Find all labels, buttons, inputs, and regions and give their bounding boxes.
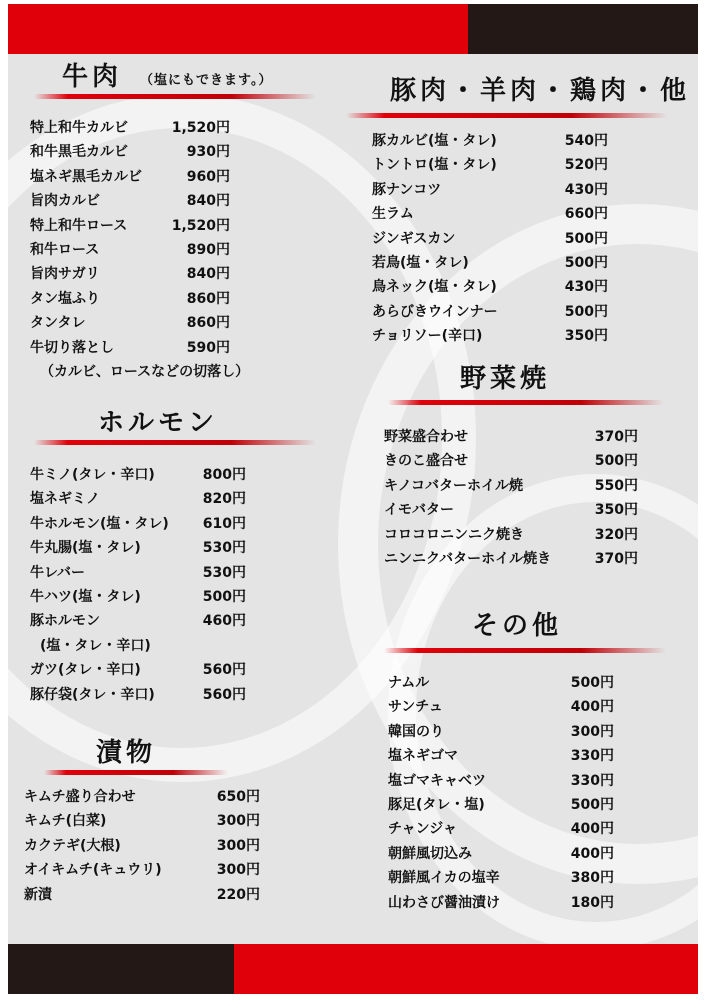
menu-item-price: 400円 xyxy=(570,821,614,838)
menu-item xyxy=(372,227,612,251)
menu-item-price: 300円 xyxy=(216,862,260,879)
menu-item-name: 野菜盛合わせ xyxy=(384,429,468,445)
menu-item xyxy=(30,116,270,140)
menu-item-name: （カルビ、ロースなどの切落し） xyxy=(40,363,250,380)
menu-item-price: 860円 xyxy=(186,315,230,332)
menu-item xyxy=(30,536,270,560)
beef-title: 牛肉 xyxy=(62,62,123,92)
menu-item xyxy=(30,189,270,213)
menu-item xyxy=(30,214,270,238)
menu-item-price: 460円 xyxy=(202,613,246,630)
menu-item xyxy=(388,744,628,768)
pickles-menu-list xyxy=(24,785,264,907)
menu-item-name: 豚足(タレ・塩) xyxy=(388,796,485,813)
others-section-title xyxy=(472,605,562,642)
menu-item-name: 和牛黒毛カルビ xyxy=(30,144,128,161)
menu-item-name: 鳥ネック(塩・タレ) xyxy=(372,279,497,296)
beef-note: （塩にもできます。） xyxy=(140,72,273,88)
menu-item xyxy=(372,202,612,226)
vegetables-title: 野菜焼 xyxy=(460,364,551,394)
menu-item-name: キムチ盛り合わせ xyxy=(24,789,136,805)
menu-item-price: 330円 xyxy=(570,748,614,765)
menu-item-name: 牛丸腸(塩・タレ) xyxy=(30,540,141,557)
menu-item-price: 400円 xyxy=(570,845,614,862)
menu-item-name: (塩・タレ・辛口) xyxy=(40,637,151,654)
menu-item xyxy=(24,809,264,833)
menu-item-price: 530円 xyxy=(202,564,246,581)
menu-item-name: サンチュ xyxy=(388,699,443,716)
others-menu-list xyxy=(388,671,628,915)
menu-item xyxy=(388,866,628,890)
menu-item-name: 朝鮮風イカの塩辛 xyxy=(388,870,500,887)
menu-item xyxy=(384,425,638,449)
menu-item xyxy=(372,251,612,275)
menu-item xyxy=(24,785,264,809)
menu-item xyxy=(30,634,270,658)
pickles-title: 漬物 xyxy=(96,738,157,768)
pork-section-title xyxy=(390,70,690,107)
menu-item-name: 牛切り落とし xyxy=(30,339,114,356)
menu-item-price: 500円 xyxy=(570,796,614,813)
menu-item xyxy=(388,695,628,719)
menu-item-name: 新漬 xyxy=(24,886,52,903)
menu-item-name: キノコバターホイル焼 xyxy=(384,477,524,494)
menu-item xyxy=(24,883,264,907)
menu-item-name: 旨肉サガリ xyxy=(30,266,100,283)
menu-item-name: 塩ネギゴマ xyxy=(388,748,458,765)
pickles-section-title xyxy=(96,732,156,769)
menu-item xyxy=(388,842,628,866)
menu-item-price: 550円 xyxy=(594,477,638,494)
menu-item-price: 560円 xyxy=(202,686,246,703)
menu-item-name: ナムル xyxy=(388,675,430,691)
menu-item xyxy=(24,834,264,858)
menu-item xyxy=(30,561,270,585)
vegetables-section-title xyxy=(460,358,550,395)
menu-item xyxy=(372,153,612,177)
menu-item-name: オイキムチ(キュウリ) xyxy=(24,862,162,879)
menu-item-price: 400円 xyxy=(570,699,614,716)
others-title: その他 xyxy=(472,611,563,641)
pork-title-underline xyxy=(346,113,668,118)
menu-item-price: 590円 xyxy=(186,339,230,356)
menu-item xyxy=(30,463,270,487)
menu-item xyxy=(24,858,264,882)
menu-item-name: あらびきウインナー xyxy=(372,303,498,320)
menu-item-price: 350円 xyxy=(564,328,608,345)
horumon-title: ホルモン xyxy=(98,408,219,438)
menu-item xyxy=(30,512,270,536)
menu-item-name: 特上和牛ロース xyxy=(30,217,128,234)
menu-item-name: 塩ネギ黒毛カルビ xyxy=(30,168,142,185)
menu-item-name: 牛レバー xyxy=(30,564,86,581)
menu-item-name: ガツ(タレ・辛口) xyxy=(30,662,141,679)
vegetables-title-underline xyxy=(388,400,664,405)
menu-item-price: 930円 xyxy=(186,144,230,161)
bottom-red-bar xyxy=(234,944,698,994)
menu-item-price: 430円 xyxy=(564,181,608,198)
menu-item-price: 890円 xyxy=(186,241,230,258)
menu-item-price: 300円 xyxy=(216,837,260,854)
pork-menu-list xyxy=(372,129,612,349)
menu-item-name: 山わさび醤油漬け xyxy=(388,894,500,911)
menu-item-name: 塩ネギミノ xyxy=(30,491,100,508)
menu-item xyxy=(30,262,270,286)
menu-item xyxy=(30,311,270,335)
menu-item-name: 牛ミノ(タレ・辛口) xyxy=(30,467,155,483)
horumon-section-title xyxy=(98,402,218,439)
menu-item xyxy=(384,498,638,522)
menu-item-price: 560円 xyxy=(202,662,246,679)
menu-item-name: タン塩ふり xyxy=(30,290,100,307)
menu-item xyxy=(372,129,612,153)
menu-item-price: 220円 xyxy=(216,886,260,903)
menu-item-name: 旨肉カルビ xyxy=(30,193,100,210)
menu-item-name: 牛ホルモン(塩・タレ) xyxy=(30,515,169,532)
beef-title-underline xyxy=(34,94,316,99)
menu-item-name: 豚ナンコツ xyxy=(372,181,442,198)
menu-item-name: ニンニクバターホイル焼き xyxy=(384,550,552,567)
menu-item xyxy=(30,165,270,189)
menu-item xyxy=(388,817,628,841)
menu-item xyxy=(372,324,612,348)
menu-item xyxy=(384,449,638,473)
menu-item xyxy=(388,720,628,744)
menu-item xyxy=(30,336,270,360)
menu-item-price: 500円 xyxy=(564,303,608,320)
menu-item xyxy=(30,683,270,707)
menu-item-price: 500円 xyxy=(564,254,608,271)
menu-item-price: 1,520円 xyxy=(171,120,230,136)
menu-item-price: 500円 xyxy=(564,230,608,247)
menu-item-name: 豚仔袋(タレ・辛口) xyxy=(30,686,155,703)
menu-item-price: 1,520円 xyxy=(171,217,230,234)
menu-item-price: 430円 xyxy=(564,279,608,296)
horumon-title-underline xyxy=(34,440,316,445)
menu-item-name: 生ラム xyxy=(372,206,414,223)
menu-item-name: タンタレ xyxy=(30,315,86,332)
menu-item-price: 500円 xyxy=(594,453,638,470)
menu-item-name: キムチ(白菜) xyxy=(24,813,107,830)
menu-item-name: カクテギ(大根) xyxy=(24,837,121,854)
top-red-bar xyxy=(8,4,468,54)
menu-item-price: 380円 xyxy=(570,870,614,887)
menu-item-price: 650円 xyxy=(216,789,260,805)
menu-item xyxy=(30,609,270,633)
menu-item xyxy=(388,793,628,817)
menu-item xyxy=(372,178,612,202)
menu-item-price: 860円 xyxy=(186,290,230,307)
top-dark-bar xyxy=(468,4,698,54)
menu-item-price: 320円 xyxy=(594,526,638,543)
menu-item-name: チョリソー(辛口) xyxy=(372,328,483,345)
menu-item-name: 若鳥(塩・タレ) xyxy=(372,254,469,271)
menu-item xyxy=(384,523,638,547)
pickles-title-underline xyxy=(44,770,228,775)
menu-item xyxy=(30,585,270,609)
menu-item-price: 840円 xyxy=(186,193,230,210)
menu-item xyxy=(30,287,270,311)
menu-item-name: コロコロニンニク焼き xyxy=(384,526,524,543)
menu-item-price: 540円 xyxy=(564,133,608,149)
menu-item xyxy=(30,140,270,164)
menu-item-name: きのこ盛合せ xyxy=(384,453,468,470)
menu-item-price: 330円 xyxy=(570,772,614,789)
menu-item-price: 520円 xyxy=(564,157,608,174)
menu-item-price: 820円 xyxy=(202,491,246,508)
menu-item-price: 960円 xyxy=(186,168,230,185)
menu-item-name: 牛ハツ(塩・タレ) xyxy=(30,588,141,605)
menu-item-name: 朝鮮風切込み xyxy=(388,845,472,862)
menu-item-price: 370円 xyxy=(594,550,638,567)
menu-item-price: 840円 xyxy=(186,266,230,283)
menu-item-name: トントロ(塩・タレ) xyxy=(372,157,497,174)
menu-item-price: 370円 xyxy=(594,429,638,445)
menu-item-price: 660円 xyxy=(564,206,608,223)
horumon-menu-list xyxy=(30,463,270,707)
beef-menu-list xyxy=(30,116,270,384)
menu-item xyxy=(388,891,628,915)
menu-item-name: 豚カルビ(塩・タレ) xyxy=(372,133,497,149)
menu-item xyxy=(388,769,628,793)
menu-item-price: 500円 xyxy=(570,675,614,691)
bottom-dark-bar xyxy=(8,944,234,994)
others-title-underline xyxy=(384,648,666,653)
vegetables-menu-list xyxy=(384,425,638,571)
menu-item-price: 530円 xyxy=(202,540,246,557)
menu-item-price: 350円 xyxy=(594,502,638,519)
menu-item-name: イモバター xyxy=(384,502,454,519)
menu-item xyxy=(384,474,638,498)
menu-item-price: 610円 xyxy=(202,515,246,532)
menu-item xyxy=(372,275,612,299)
pork-title: 豚肉・羊肉・鶏肉・他 xyxy=(390,76,691,106)
menu-item xyxy=(388,671,628,695)
menu-item-name: ジンギスカン xyxy=(372,230,456,247)
menu-item-name: 和牛ロース xyxy=(30,241,100,258)
beef-section-title xyxy=(62,56,272,93)
menu-item xyxy=(30,360,270,384)
menu-item-price: 300円 xyxy=(216,813,260,830)
menu-item-price: 300円 xyxy=(570,723,614,740)
menu-item-name: 塩ゴマキャベツ xyxy=(388,772,486,789)
menu-item-name: チャンジャ xyxy=(388,821,457,838)
menu-item-name: 特上和牛カルビ xyxy=(30,120,128,136)
menu-item-price: 180円 xyxy=(570,894,614,911)
menu-item xyxy=(384,547,638,571)
menu-item xyxy=(30,658,270,682)
menu-item xyxy=(372,300,612,324)
menu-item xyxy=(30,487,270,511)
menu-item-price: 800円 xyxy=(202,467,246,483)
menu-item-name: 豚ホルモン xyxy=(30,613,100,630)
menu-item xyxy=(30,238,270,262)
menu-item-price: 500円 xyxy=(202,588,246,605)
menu-item-name: 韓国のり xyxy=(388,723,444,740)
